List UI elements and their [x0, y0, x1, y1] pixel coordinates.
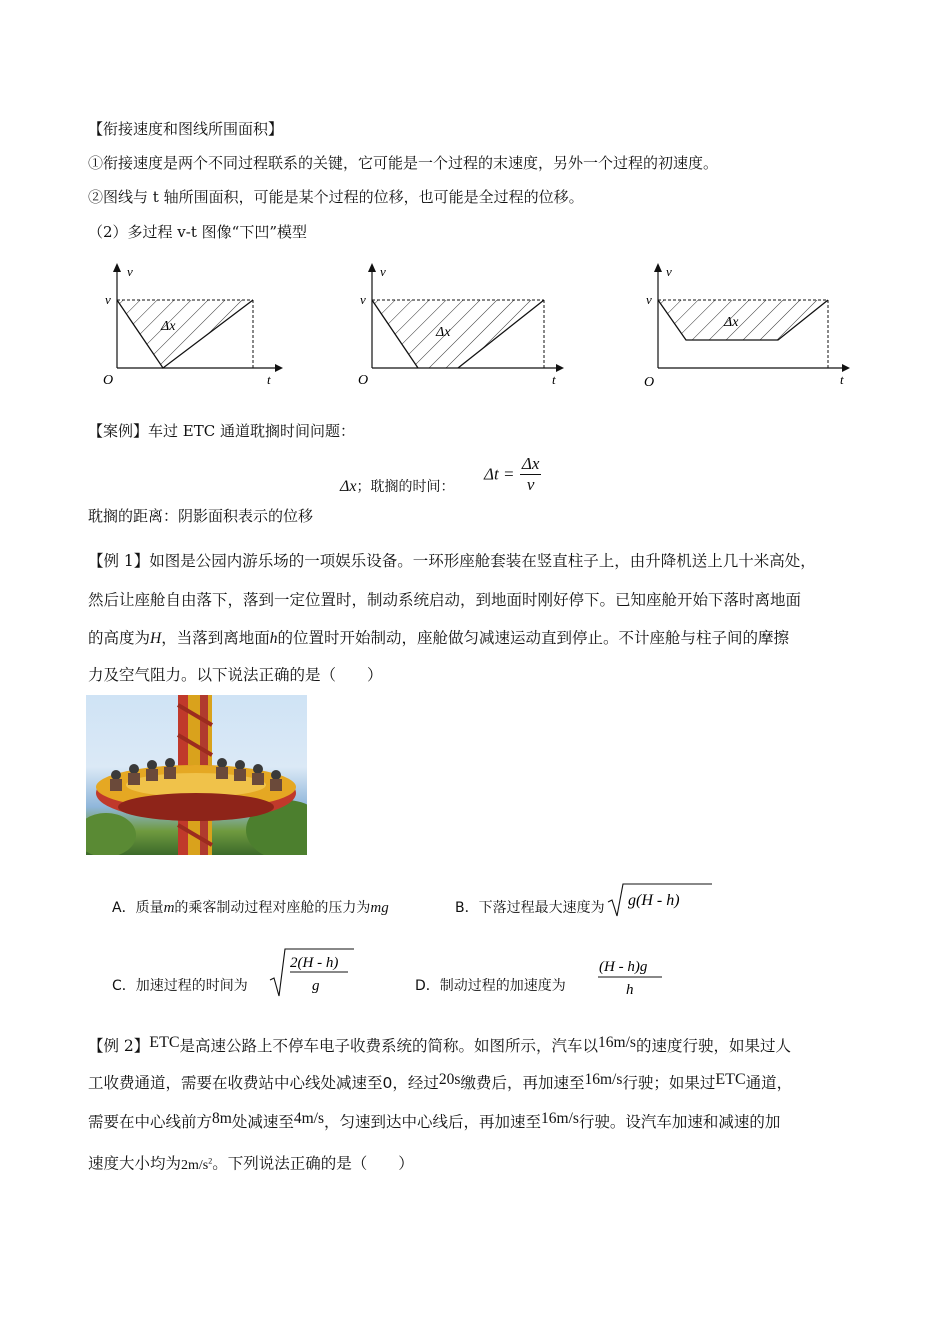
origin-label: O — [103, 373, 114, 388]
speed-16: 16m/s — [598, 1034, 636, 1051]
option-b-expression: g(H - h) — [628, 892, 680, 909]
point-2: ②图线与 t 轴所围面积，可能是某个过程的位移，也可能是全过程的位移。 — [88, 188, 584, 206]
option-d-denominator: h — [626, 982, 634, 998]
vt-graph-2 — [350, 260, 570, 390]
example2-line1: 【例 2】ETC是高速公路上不停车电子收费系统的简称。如图所示，汽车以16m/s的速度行驶，如果过人 — [88, 1034, 791, 1055]
t-axis-label: t — [552, 372, 556, 387]
area-label: Δx — [724, 315, 739, 330]
speed-4: 4m/s — [293, 1110, 324, 1127]
example2-line3: 需要在中心线前方8m处减速至4m/s，匀速到达中心线后，再加速至16m/s行驶。设汽车加速和减速的加 — [88, 1110, 781, 1131]
v-axis-label: v — [380, 264, 386, 279]
distance-8m: 8m — [212, 1110, 232, 1127]
option-a: A．质量m的乘客制动过程对座舱的压力为mg — [112, 900, 389, 916]
delay-time-formula — [484, 454, 541, 495]
var-m: m — [163, 900, 175, 916]
option-c-sqrt — [268, 946, 358, 1000]
option-c-denominator: g — [312, 978, 320, 994]
origin-label: O — [358, 373, 369, 388]
case-title: 【案例】车过 ETC 通道耽搁时间问题： — [88, 422, 355, 440]
time-20s: 20s — [438, 1071, 461, 1088]
example1-line1: 【例 1】如图是公园内游乐场的一项娱乐设备。一环形座舱套装在竖直柱子上，由升降机送上几十米高处， — [88, 552, 816, 570]
option-d-fraction — [596, 950, 666, 1000]
t-axis-label: t — [840, 372, 844, 387]
var-H: H — [150, 630, 162, 647]
area-label: Δx — [161, 319, 176, 334]
example1-line2: 然后让座舱自由落下，落到一定位置时，制动系统启动，到地面时刚好停下。已知座舱开始下落时离地面 — [88, 591, 802, 609]
option-b: B．下落过程最大速度为 — [455, 900, 605, 916]
area-label: Δx — [436, 325, 451, 340]
speed-16: 16m/s — [541, 1110, 579, 1127]
drop-tower-illustration — [86, 695, 307, 855]
model-title: （2）多过程 v-t 图像“下凹”模型 — [88, 223, 307, 241]
section-heading: 【衔接速度和图线所围面积】 — [88, 120, 284, 138]
v0-label: v — [105, 292, 111, 307]
vt-graph-1 — [95, 260, 285, 390]
delay-time-label: ；耽搁的时间： — [356, 479, 455, 495]
etc-term: ETC — [149, 1034, 180, 1051]
v-axis-label: v — [127, 264, 133, 279]
option-c: C．加速过程的时间为 — [112, 978, 248, 994]
t-axis-label: t — [267, 372, 271, 387]
example1-line4: 力及空气阻力。以下说法正确的是（ ） — [88, 666, 383, 684]
amusement-ride-photo — [86, 695, 307, 855]
v0-label: v — [360, 292, 366, 307]
v-axis-label: v — [666, 264, 672, 279]
etc-term: ETC — [715, 1071, 746, 1088]
acceleration: $2m/s^2$ — [181, 1156, 213, 1173]
option-d: D．制动过程的加速度为 — [415, 978, 566, 994]
formula-numerator: Δx — [521, 454, 540, 473]
var-mg: mg — [370, 900, 389, 916]
var-h: h — [269, 630, 278, 647]
vt-graph-3 — [636, 260, 856, 390]
origin-label: O — [644, 375, 655, 390]
option-b-sqrt — [606, 880, 716, 920]
formula-denominator: v — [526, 475, 535, 494]
dx-symbol: Δx — [340, 478, 357, 495]
formula-lhs: Δt = — [484, 464, 515, 484]
speed-16: 16m/s — [584, 1071, 623, 1088]
case-dx-line — [340, 476, 455, 496]
option-c-numerator: 2(H - h) — [290, 955, 339, 971]
example2-line4: 速度大小均为$2m/s^2$。下列说法正确的是（ ） — [88, 1154, 414, 1173]
point-1: ①衔接速度是两个不同过程联系的关键，它可能是一个过程的末速度，另外一个过程的初速度。 — [88, 154, 719, 172]
option-d-numerator: (H - h)g — [599, 959, 648, 975]
v0-label: v — [646, 292, 652, 307]
example1-line3: 的高度为H，当落到离地面h的位置时开始制动，座舱做匀减速运动直到停止。不计座舱与柱子间的摩擦 — [88, 629, 789, 647]
example2-line2: 工收费通道，需要在收费站中心线处减速至0，经过20s缴费后，再加速至16m/s行驶；如果过ETC通道， — [88, 1071, 793, 1092]
delay-distance-text: 耽搁的距离：阴影面积表示的位移 — [88, 507, 314, 525]
zero-speed: 0 — [382, 1074, 393, 1092]
